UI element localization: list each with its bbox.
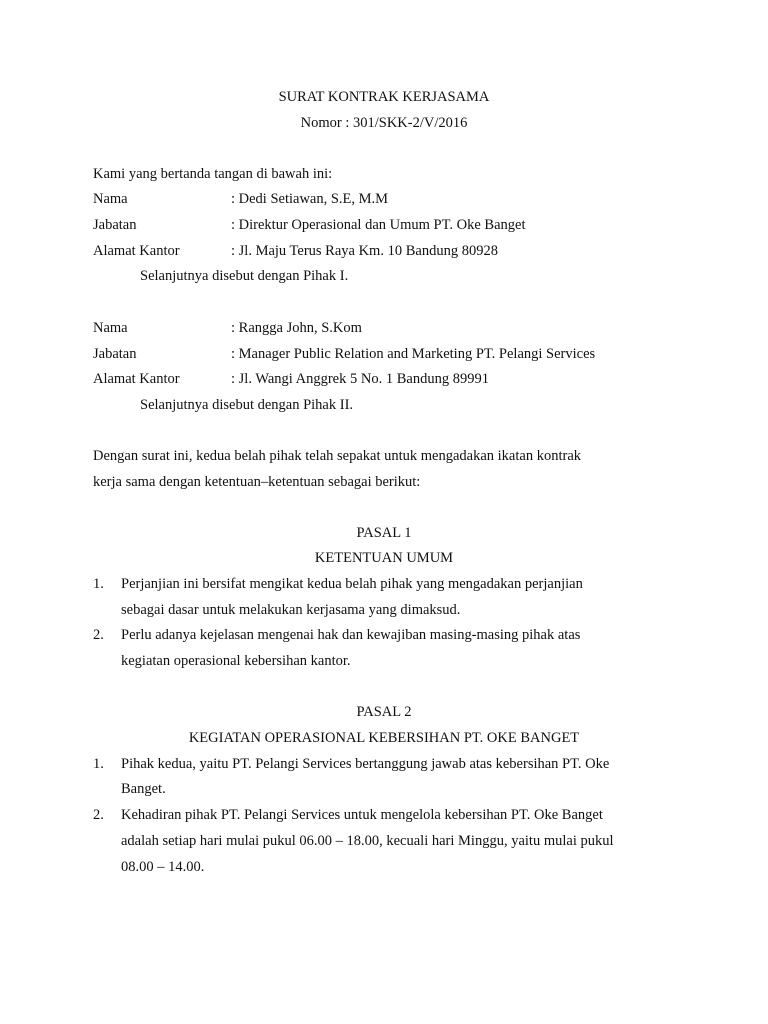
pasal2-item2-line2: adalah setiap hari mulai pukul 06.00 – 18.00, kecuali hari Minggu, yaitu mulai pukul [121,833,614,849]
party1-name-label: Nama [93,191,128,207]
pasal1-item1-number: 1. [93,576,104,592]
party1-address-value: : Jl. Maju Terus Raya Km. 10 Bandung 80928 [231,243,498,259]
party1-position-label: Jabatan [93,217,137,233]
agreement-line-1: Dengan surat ini, kedua belah pihak telah sepakat untuk mengadakan ikatan kontrak [93,448,582,464]
party1-address-label: Alamat Kantor [93,243,180,259]
agreement-line-2: kerja sama dengan ketentuan–ketentuan sebagai berikut: [93,474,421,490]
pasal2-item1-line1: Pihak kedua, yaitu PT. Pelangi Services bertanggung jawab atas kebersihan PT. Oke [121,756,610,772]
pasal1-item1-line1: Perjanjian ini bersifat mengikat kedua belah pihak yang mengadakan perjanjian [121,576,583,592]
party2-position-label: Jabatan [93,346,137,362]
document-title: SURAT KONTRAK KERJASAMA [278,89,490,105]
party2-name-label: Nama [93,320,128,336]
pasal1-item2-number: 2. [93,627,104,643]
party2-designation: Selanjutnya disebut dengan Pihak II. [140,397,354,413]
document-number: Nomor : 301/SKK-2/V/2016 [300,115,468,131]
pasal2-heading: PASAL 2 [356,704,412,720]
pasal2-item2-line1: Kehadiran pihak PT. Pelangi Services untuk mengelola kebersihan PT. Oke Banget [121,807,603,823]
party1-name-value: : Dedi Setiawan, S.E, M.M [231,191,389,207]
pasal2-subheading: KEGIATAN OPERASIONAL KEBERSIHAN PT. OKE BANGET [188,730,580,746]
party2-address-label: Alamat Kantor [93,371,180,387]
party2-position-value: : Manager Public Relation and Marketing PT. Pelangi Services [231,346,596,362]
party2-address-value: : Jl. Wangi Anggrek 5 No. 1 Bandung 89991 [231,371,489,387]
pasal2-item1-line2: Banget. [121,781,166,797]
party2-name-value: : Rangga John, S.Kom [231,320,362,336]
pasal1-item2-line1: Perlu adanya kejelasan mengenai hak dan kewajiban masing-masing pihak atas [121,627,581,643]
pasal1-item2-line2: kegiatan operasional kebersihan kantor. [121,653,351,669]
party1-position-value: : Direktur Operasional dan Umum PT. Oke Banget [231,217,526,233]
pasal2-item1-number: 1. [93,756,104,772]
party1-designation: Selanjutnya disebut dengan Pihak I. [140,268,349,284]
pasal2-item2-line3: 08.00 – 14.00. [121,859,205,875]
pasal2-item2-number: 2. [93,807,104,823]
pasal1-item1-line2: sebagai dasar untuk melakukan kerjasama yang dimaksud. [121,602,461,618]
intro-text: Kami yang bertanda tangan di bawah ini: [93,166,333,182]
pasal1-heading: PASAL 1 [356,525,412,541]
pasal1-subheading: KETENTUAN UMUM [314,550,454,566]
